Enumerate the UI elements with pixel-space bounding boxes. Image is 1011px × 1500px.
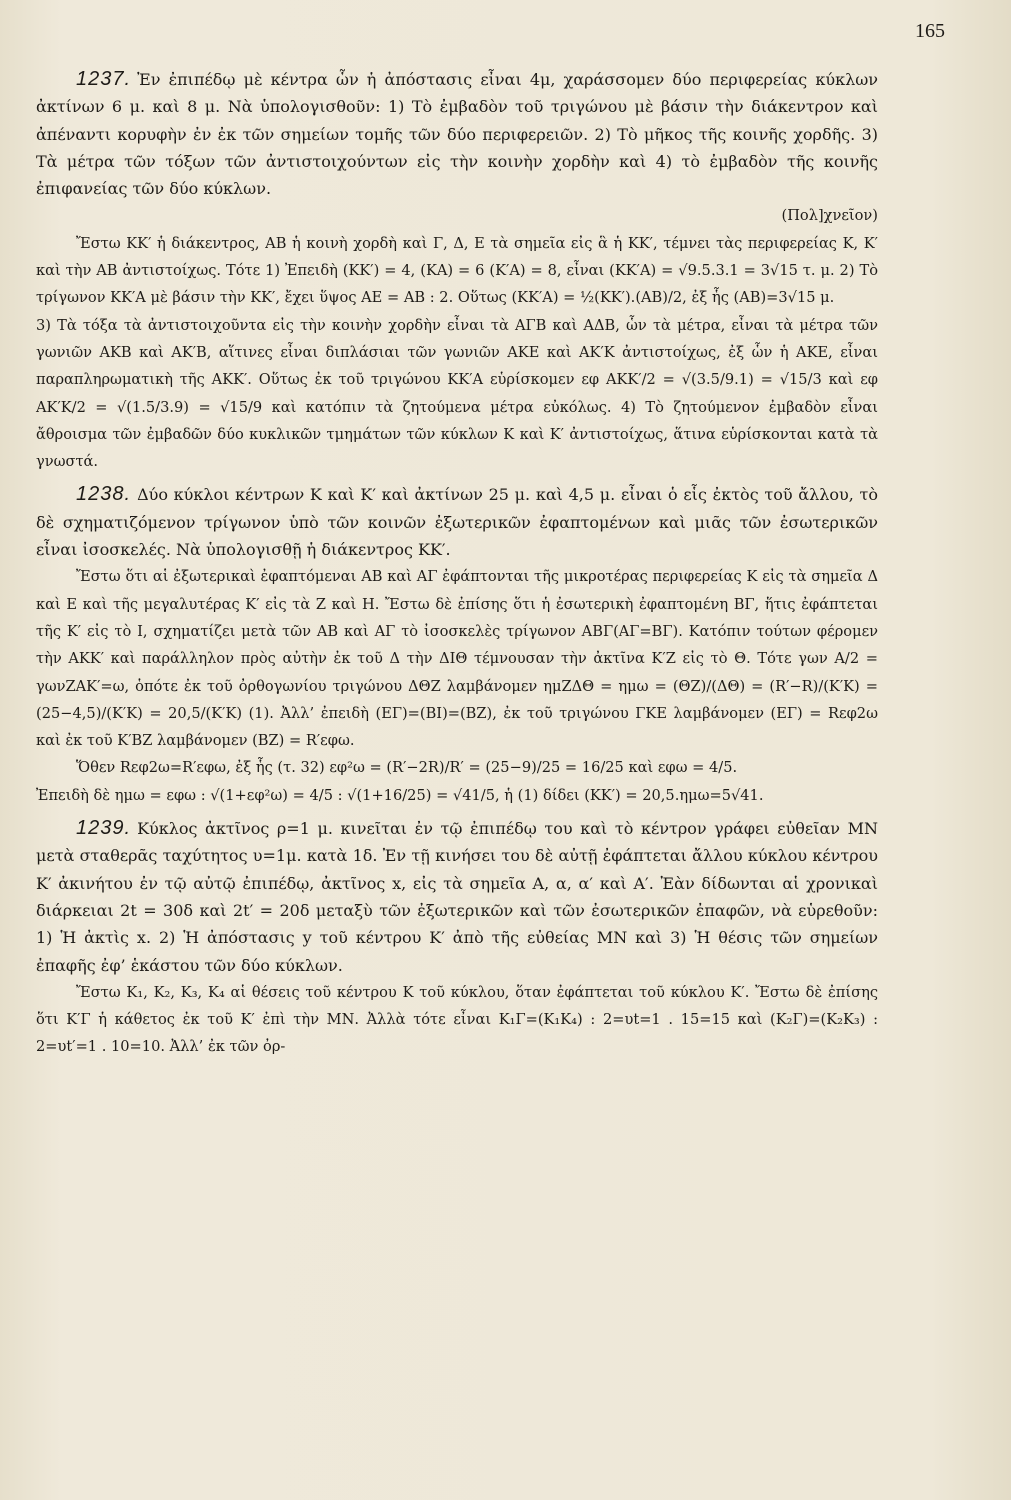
page-content [36, 66, 878, 1061]
page-number: 165 [915, 20, 945, 42]
problem-1237-statement [36, 66, 878, 202]
solution-1238-part3: Ἐπειδὴ δὲ ημω = εφω : √(1+εφ²ω) = 4/5 : √(1+16/25) = √41/5, ἡ (1) δίδει (ΚΚ′) = 20,5.ημω=5√41. [36, 786, 764, 804]
problem-number: 1238. [76, 483, 132, 506]
solution-1238-part1: Ἔστω ὅτι αἱ ἐξωτερικαὶ ἐφαπτόμεναι ΑΒ καὶ ΑΓ ἐφάπτονται τῆς μικροτέρας περιφερείας Κ εἰς τὰ σημεῖα Δ καὶ Ε καὶ τῆς μεγαλυτέρας Κ′ εἰς τὰ Ζ καὶ Η. Ἔστω δὲ ἐπίσης ὅτι ἡ ἐσωτερικὴ ἐφαπτομένη ΒΓ, ἥτις ἐφάπτεται τῆς Κ′ εἰς τὸ Ι, σχηματίζει μετὰ τῶν ΑΒ καὶ ΑΓ τὸ ἰσοσκελὲς τρίγωνον ΑΒΓ(ΑΓ=ΒΓ). Κατόπιν τούτων φέρομεν τὴν ΑΚΚ′ καὶ παράλληλον πρὸς αὐτὴν ἐκ τοῦ Δ τὴν ΔΙΘ τέμνουσαν τὴν ἀκτῖνα Κ′Ζ εἰς τὸ Θ. Τότε γων Α/2 = γωνΖΑΚ′=ω, ὁπότε ἐκ τοῦ ὀρθογωνίου τριγώνου ΔΘΖ λαμβάνομεν ημΖΔΘ = ημω = (ΘΖ)/(ΔΘ) = (R′−R)/(Κ′Κ) = (25−4,5)/(Κ′Κ) = 20,5/(Κ′Κ) (1). Ἀλλ’ ἐπειδὴ (ΕΓ)=(ΒΙ)=(ΒΖ), ἐκ τοῦ τριγώνου ΓΚΕ λαμβάνομεν (ΕΓ) = Rεφ2ω καὶ ἐκ τοῦ Κ′ΒΖ λαμβάνομεν (ΒΖ) = R′εφω. [36, 568, 878, 750]
problem-1238-statement [36, 481, 878, 563]
problem-number: 1237. [76, 68, 132, 90]
solution-1239-part1: Ἔστω Κ₁, Κ₂, Κ₃, Κ₄ αἱ θέσεις τοῦ κέντρου Κ τοῦ κύκλου, ὅταν ἐφάπτεται τοῦ κύκλου Κ′. Ἔστω δὲ ἐπίσης ὅτι Κ′Γ ἡ κάθετος ἐκ τοῦ Κ′ ἐπὶ τὴν ΜΝ. Ἀλλὰ τότε εἶναι Κ₁Γ=(Κ₁Κ₄) : 2=υt=1 . 15=15 καὶ (Κ₂Γ)=(Κ₂Κ₃) : 2=υt′=1 . 10=10. Ἀλλ’ ἐκ τῶν ὀρ- [36, 983, 878, 1056]
statement-text: Ἐν ἐπιπέδῳ μὲ κέντρα ὧν ἡ ἀπόστασις εἶναι 4μ, χαράσσομεν δύο περιφερείας κύκλων ἀκτίνων 6 μ. καὶ 8 μ. Νὰ ὑπολογισθοῦν: 1) Τὸ ἐμβαδὸν τοῦ τριγώνου μὲ βάσιν τὴν διάκεντρον καὶ ἀπέναντι κορυφὴν ἐν ἐκ τῶν σημείων τομῆς τῶν δύο περιφερειῶν. 2) Τὸ μῆκος τῆς κοινῆς χορδῆς. 3) Τὰ μέτρα τῶν τόξων τῶν ἀντιστοιχούντων εἰς τὴν κοινὴν χορδὴν καὶ 4) τὸ ἐμβαδὸν τῆς κοινῆς ἐπιφανείας τῶν δύο κύκλων. [36, 70, 878, 199]
problem-number: 1239. [76, 817, 132, 840]
statement-text: Δύο κύκλοι κέντρων Κ καὶ Κ′ καὶ ἀκτίνων 25 μ. καὶ 4,5 μ. εἶναι ὁ εἷς ἐκτὸς τοῦ ἄλλου, τὸ δὲ σχηματιζόμενον τρίγωνον ὑπὸ τῶν κοινῶν ἐξωτερικῶν ἐφαπτομένων καὶ μιᾶς τῶν ἐσωτερικῶν εἶναι ἰσοσκελές. Νὰ ὑπολογισθῇ ἡ διάκεντρος ΚΚ′. [36, 485, 878, 560]
solution-1238-part2: Ὅθεν Rεφ2ω=R′εφω, ἐξ ἧς (τ. 32) εφ²ω = (R′−2R)/R′ = (25−9)/25 = 16/25 καὶ εφω = 4/5. [76, 759, 738, 777]
solution-1237-part2: 3) Τὰ τόξα τὰ ἀντιστοιχοῦντα εἰς τὴν κοινὴν χορδὴν εἶναι τὰ ΑΓΒ καὶ ΑΔΒ, ὧν τὰ μέτρα, εἶναι τὰ μέτρα τῶν γωνιῶν ΑΚΒ καὶ ΑΚ′Β, αἵτινες εἶναι διπλάσιαι τῶν γωνιῶν ΑΚΕ καὶ ΑΚ′Κ ἀντιστοίχως, ἐξ ὧν ἡ ΑΚΕ, εἶναι παραπληρωματικὴ τῆς ΑΚΚ′. Οὕτως ἐκ τοῦ τριγώνου ΚΚ′Α εὑρίσκομεν εφ ΑΚΚ′/2 = √(3.5/9.1) = √15/3 καὶ εφ ΑΚ′Κ/2 = √(1.5/3.9) = √15/9 καὶ κατόπιν τὰ ζητούμενα μέτρα εὐκόλως. 4) Τὸ ζητούμενον ἐμβαδὸν εἶναι ἄθροισμα τῶν ἐμβαδῶν δύο κυκλικῶν τμημάτων τῶν κύκλων Κ καὶ Κ′ ἀντιστοίχως, ἅτινα εὑρίσκονται κατὰ τὰ γνωστά. [36, 316, 878, 471]
statement-text: Κύκλος ἀκτῖνος ρ=1 μ. κινεῖται ἐν τῷ ἐπιπέδῳ του καὶ τὸ κέντρον γράφει εὐθεῖαν ΜΝ μετὰ σταθερᾶς ταχύτητος υ=1μ. κατὰ 1δ. Ἐν τῇ κινήσει του δὲ αὐτῇ ἐφάπτεται ἄλλου κύκλου κέντρου Κ′ ἀκινήτου ἐν τῷ αὐτῷ ἐπιπέδῳ, ἀκτῖνος x, εἰς τὰ σημεῖα Α, α, α′ καὶ Α′. Ἐὰν δίδωνται αἱ χρονικαὶ διάρκειαι 2t = 30δ καὶ 2t′ = 20δ μεταξὺ τῶν ἐξωτερικῶν καὶ τῶν ἐσωτερικῶν ἐπαφῶν, νὰ εὑρεθοῦν: 1) Ἡ ἀκτὶς x. 2) Ἡ ἀπόστασις y τοῦ κέντρου Κ′ ἀπὸ τῆς εὐθείας ΜΝ καὶ 3) Ἡ θέσις τῶν σημείων ἐπαφῆς ἐφ’ ἑκάστου τῶν δύο κύκλων. [36, 819, 878, 975]
problem-1239-statement [36, 815, 878, 979]
solution-1237-part1: Ἔστω ΚΚ′ ἡ διάκεντρος, ΑΒ ἡ κοινὴ χορδὴ καὶ Γ, Δ, Ε τὰ σημεῖα εἰς ἃ ἡ ΚΚ′, τέμνει τὰς περιφερείας Κ, Κ′ καὶ τὴν ΑΒ ἀντιστοίχως. Τότε 1) Ἐπειδὴ (ΚΚ′) = 4, (ΚΑ) = 6 (Κ′Α) = 8, εἶναι (ΚΚ′Α) = √9.5.3.1 = 3√15 τ. μ. 2) Τὸ τρίγωνον ΚΚ′Α μὲ βάσιν τὴν ΚΚ′, ἔχει ὕψος ΑΕ = ΑΒ : 2. Οὕτως (ΚΚ′Α) = ½(ΚΚ′).(ΑΒ)/2, ἐξ ἧς (ΑΒ)=3√15 μ. [36, 234, 878, 307]
problem-source: (Πολ]χνεῖον) [781, 207, 878, 225]
